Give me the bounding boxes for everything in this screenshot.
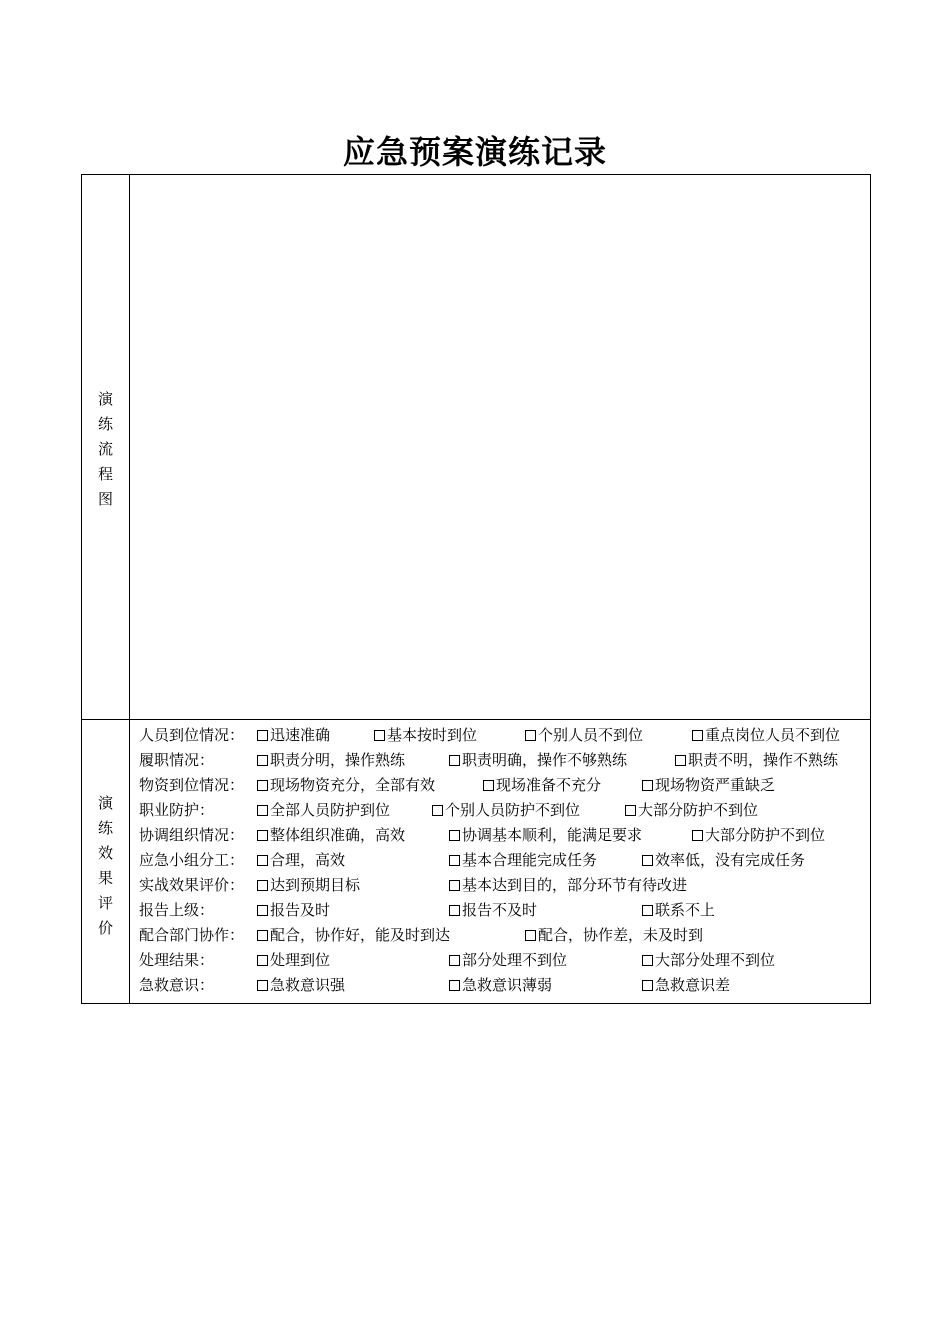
evaluation-option[interactable]	[449, 748, 627, 773]
evaluation-option-label: 重点岗位人员不到位	[705, 726, 841, 744]
checkbox-icon[interactable]	[257, 955, 268, 966]
checkbox-icon[interactable]	[525, 930, 536, 941]
evaluation-row	[139, 798, 869, 823]
evaluation-row-label: 履职情况：	[139, 751, 215, 769]
evaluation-row	[139, 898, 869, 923]
evaluation-option[interactable]	[642, 773, 775, 798]
evaluation-option-label: 现场准备不充分	[496, 776, 602, 794]
checkbox-icon[interactable]	[257, 755, 268, 766]
evaluation-area	[139, 723, 869, 998]
evaluation-row	[139, 873, 869, 898]
evaluation-option-label: 急救意识薄弱	[462, 976, 553, 994]
checkbox-icon[interactable]	[449, 905, 460, 916]
flow-chart-label	[82, 387, 129, 512]
flow-label-char: 练	[97, 415, 113, 433]
evaluation-option-label: 基本达到目的，部分环节有待改进	[462, 876, 688, 894]
evaluation-option[interactable]	[642, 948, 775, 973]
evaluation-row	[139, 948, 869, 973]
checkbox-icon[interactable]	[257, 780, 268, 791]
evaluation-option[interactable]	[374, 723, 477, 748]
evaluation-option-label: 大部分处理不到位	[655, 951, 776, 969]
evaluation-option[interactable]	[449, 898, 537, 923]
checkbox-icon[interactable]	[675, 755, 686, 766]
evaluation-option-label: 基本按时到位	[387, 726, 478, 744]
evaluation-option[interactable]	[525, 923, 703, 948]
checkbox-icon[interactable]	[257, 880, 268, 891]
evaluation-option[interactable]	[625, 798, 758, 823]
eval-label-char: 效	[97, 844, 113, 862]
evaluation-row-label: 配合部门协作：	[139, 926, 245, 944]
checkbox-icon[interactable]	[257, 930, 268, 941]
evaluation-row-label: 协调组织情况：	[139, 826, 245, 844]
evaluation-option[interactable]	[257, 898, 330, 923]
evaluation-row-label: 实战效果评价：	[139, 876, 245, 894]
evaluation-row-label: 处理结果：	[139, 951, 215, 969]
evaluation-option-label: 整体组织准确，高效	[270, 826, 406, 844]
evaluation-option-label: 配合，协作差，未及时到	[538, 926, 704, 944]
evaluation-option-label: 现场物资充分，全部有效	[270, 776, 436, 794]
evaluation-option-label: 合理，高效	[270, 851, 346, 869]
evaluation-option-label: 职责分明，操作熟练	[270, 751, 406, 769]
evaluation-option-label: 急救意识强	[270, 976, 346, 994]
evaluation-option-label: 达到预期目标	[270, 876, 361, 894]
evaluation-option[interactable]	[449, 973, 552, 998]
evaluation-option[interactable]	[257, 823, 405, 848]
evaluation-option-label: 急救意识差	[655, 976, 731, 994]
evaluation-option[interactable]	[675, 748, 838, 773]
evaluation-option-label: 全部人员防护到位	[270, 801, 391, 819]
eval-label-char: 果	[97, 869, 113, 887]
checkbox-icon[interactable]	[483, 780, 494, 791]
checkbox-icon[interactable]	[257, 980, 268, 991]
evaluation-option-label: 迅速准确	[270, 726, 331, 744]
row-divider	[82, 719, 870, 720]
evaluation-option-label: 效率低，没有完成任务	[655, 851, 806, 869]
evaluation-option[interactable]	[642, 898, 715, 923]
evaluation-option[interactable]	[257, 848, 345, 873]
flow-label-char: 流	[97, 440, 113, 458]
checkbox-icon[interactable]	[257, 830, 268, 841]
checkbox-icon[interactable]	[449, 880, 460, 891]
eval-label-char: 评	[97, 894, 113, 912]
evaluation-option[interactable]	[692, 723, 840, 748]
evaluation-option[interactable]	[257, 873, 360, 898]
evaluation-option-label: 大部分防护不到位	[638, 801, 759, 819]
evaluation-row-label: 物资到位情况：	[139, 776, 245, 794]
evaluation-option-label: 报告及时	[270, 901, 331, 919]
checkbox-icon[interactable]	[257, 905, 268, 916]
flow-label-char: 图	[97, 490, 113, 508]
evaluation-option-label: 职责明确，操作不够熟练	[462, 751, 628, 769]
checkbox-icon[interactable]	[642, 780, 653, 791]
checkbox-icon[interactable]	[257, 855, 268, 866]
checkbox-icon[interactable]	[374, 730, 385, 741]
evaluation-option[interactable]	[257, 773, 435, 798]
evaluation-row-label: 急救意识：	[139, 976, 215, 994]
evaluation-option[interactable]	[449, 948, 567, 973]
evaluation-option-label: 处理到位	[270, 951, 331, 969]
checkbox-icon[interactable]	[449, 980, 460, 991]
eval-label-char: 练	[97, 819, 113, 837]
evaluation-option[interactable]	[449, 823, 642, 848]
evaluation-option[interactable]	[449, 873, 687, 898]
checkbox-icon[interactable]	[642, 855, 653, 866]
evaluation-row	[139, 923, 869, 948]
checkbox-icon[interactable]	[257, 805, 268, 816]
evaluation-option[interactable]	[432, 798, 580, 823]
drill-record-form	[81, 174, 871, 1004]
evaluation-option[interactable]	[257, 798, 390, 823]
evaluation-option[interactable]	[257, 748, 405, 773]
evaluation-row	[139, 973, 869, 998]
checkbox-icon[interactable]	[449, 855, 460, 866]
checkbox-icon[interactable]	[692, 830, 703, 841]
evaluation-option-label: 个别人员不到位	[538, 726, 644, 744]
evaluation-label	[82, 791, 129, 941]
evaluation-option[interactable]	[257, 973, 345, 998]
page-title: 应急预案演练记录	[342, 133, 607, 171]
checkbox-icon[interactable]	[449, 830, 460, 841]
evaluation-row	[139, 773, 869, 798]
evaluation-option-label: 报告不及时	[462, 901, 538, 919]
evaluation-option-label: 职责不明，操作不熟练	[688, 751, 839, 769]
evaluation-option[interactable]	[692, 823, 825, 848]
evaluation-option-label: 基本合理能完成任务	[462, 851, 598, 869]
evaluation-row	[139, 748, 869, 773]
evaluation-row-label: 应急小组分工：	[139, 851, 245, 869]
evaluation-row-label: 报告上级：	[139, 901, 215, 919]
flow-label-char: 程	[97, 465, 113, 483]
checkbox-icon[interactable]	[642, 955, 653, 966]
evaluation-row-label: 人员到位情况：	[139, 726, 245, 744]
evaluation-option[interactable]	[449, 848, 597, 873]
checkbox-icon[interactable]	[642, 905, 653, 916]
evaluation-option-label: 现场物资严重缺乏	[655, 776, 776, 794]
eval-label-char: 价	[97, 919, 113, 937]
checkbox-icon[interactable]	[449, 955, 460, 966]
evaluation-option[interactable]	[257, 723, 330, 748]
evaluation-option-label: 配合，协作好，能及时到达	[270, 926, 451, 944]
evaluation-option-label: 大部分防护不到位	[705, 826, 826, 844]
eval-label-char: 演	[97, 794, 113, 812]
evaluation-option-label: 部分处理不到位	[462, 951, 568, 969]
evaluation-option[interactable]	[483, 773, 601, 798]
evaluation-option[interactable]	[525, 723, 643, 748]
checkbox-icon[interactable]	[432, 805, 443, 816]
evaluation-option[interactable]	[257, 923, 450, 948]
checkbox-icon[interactable]	[692, 730, 703, 741]
evaluation-option-label: 个别人员防护不到位	[445, 801, 581, 819]
checkbox-icon[interactable]	[625, 805, 636, 816]
evaluation-row	[139, 823, 869, 848]
evaluation-row	[139, 848, 869, 873]
checkbox-icon[interactable]	[525, 730, 536, 741]
evaluation-option[interactable]	[642, 848, 805, 873]
flow-label-char: 演	[97, 390, 113, 408]
checkbox-icon[interactable]	[449, 755, 460, 766]
evaluation-row	[139, 723, 869, 748]
checkbox-icon[interactable]	[642, 980, 653, 991]
evaluation-option-label: 协调基本顺利，能满足要求	[462, 826, 643, 844]
flow-chart-area[interactable]	[130, 175, 870, 719]
checkbox-icon[interactable]	[257, 730, 268, 741]
evaluation-option[interactable]	[257, 948, 330, 973]
evaluation-option-label: 联系不上	[655, 901, 716, 919]
evaluation-option[interactable]	[642, 973, 730, 998]
evaluation-row-label: 职业防护：	[139, 801, 215, 819]
